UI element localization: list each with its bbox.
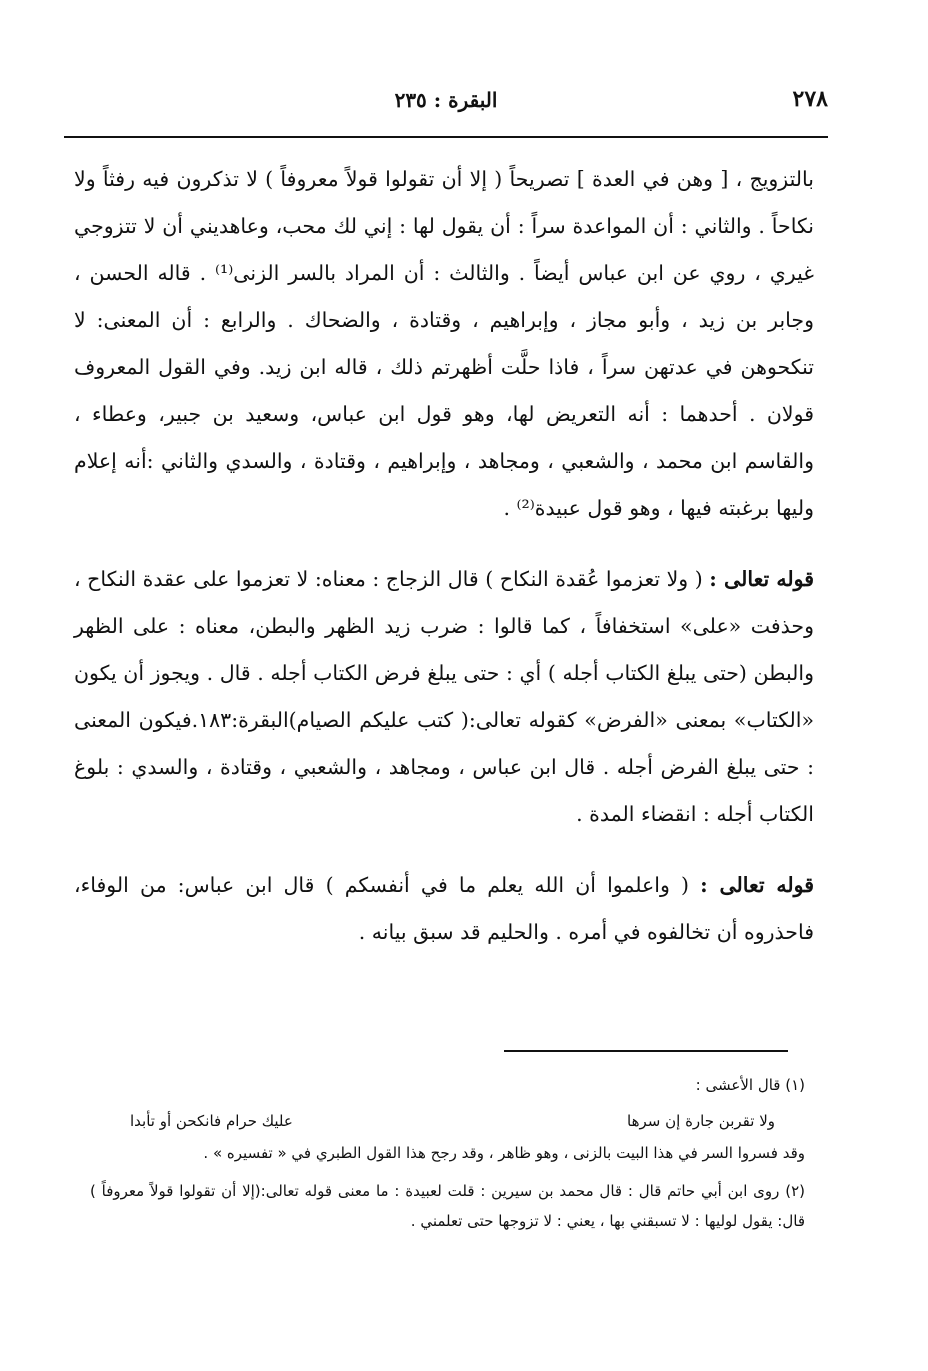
paragraph-1 [74, 156, 814, 532]
paragraph-3-text: ( واعلموا أن الله يعلم ما في أنفسكم ) قال ابن عباس: من الوفاء، فاحذروه أن تخالفوه في أمره . والحليم قد سبق بيانه . [74, 873, 814, 944]
paragraph-2-text: ( ولا تعزموا عُقدة النكاح ) قال الزجاج : معناه: لا تعزموا على عقدة النكاح ، وحذفت «على» استخفافاً ، كما قالوا : ضرب زيد الظهر والبطن، معناه : على الظهر والبطن (حتى يبلغ الكتاب أجله ) أي : حتى يبلغ فرض الكتاب أجله . قال . ويجوز أن يكون «الكتاب» بمعنى «الفرض» كقوله تعالى:( كتب عليكم الصيام)البقرة:١٨٣.فيكون المعنى : حتى يبلغ الفرض أجله . قال ابن عباس ، ومجاهد ، والشعبي ، وقتادة ، والسدي : بلوغ الكتاب أجله : انقضاء المدة . [74, 567, 814, 826]
footnote-2: (٢) روى ابن أبي حاتم قال : قال محمد بن سيرين : قلت لعبيدة : ما معنى قوله تعالى:(إلا أن تقولوا قولاً معروفاً ) قال: يقول لوليها : لا تسبقني بها ، يعني : لا تزوجها حتى تعلمني . [90, 1182, 805, 1230]
paragraph-3-lead: قوله تعالى : [700, 873, 814, 897]
footnote-1-verse [90, 1106, 805, 1136]
paragraph-1-text: بالتزويج ، [ وهن في العدة ] تصريحاً ( إلا أن تقولوا قولاً معروفاً ) لا تذكرون فيه رفثاً ولا نكاحاً . والثاني : أن المواعدة سراً : أن يقول لها : إني لك محب، وعاهديني أن لا تتزوجي غيري ، روي عن ابن عباس أيضاً . والثالث : أن المراد بالسر الزنى⁽¹⁾ . قاله الحسن ، وجابر بن زيد ، وأبو مجاز ، وإبراهيم ، وقتادة ، والضحاك . والرابع : أن المعنى: لا تنكحوهن في عدتهن سراً ، فاذا حلَّت أظهرتم ذلك ، قاله ابن زيد. وفي القول المعروف قولان . أحدهما : أنه التعريض لها، وهو قول ابن عباس، وسعيد بن جبير، وعطاء ، والقاسم ابن محمد ، والشعبي ، ومجاهد ، وإبراهيم ، وقتادة ، والسدي والثاني :أنه إعلام وليها برغبته فيها ، وهو قول عبيدة⁽²⁾ . [74, 167, 814, 520]
footnote-rule [504, 1050, 788, 1052]
paragraph-3 [74, 862, 814, 956]
running-title: البقرة : ٢٣٥ [394, 88, 498, 112]
footnote-1-note: وقد فسروا السر في هذا البيت بالزنى ، وهو ظاهر ، وقد رجح هذا القول الطبري في « تفسيره » . [203, 1144, 805, 1162]
page-number: ٢٧٨ [792, 86, 828, 112]
verse-first-hemistich: ولا تقربن جارة إن سرها [627, 1112, 775, 1130]
main-text [74, 156, 814, 980]
verse-second-hemistich: عليك حرام فانكحن أو تأبدا [130, 1112, 293, 1130]
page-header [64, 82, 828, 122]
footnote-gap [90, 1168, 805, 1176]
footnote-1-intro: (١) قال الأعشى : [695, 1076, 805, 1094]
header-rule [64, 136, 828, 138]
paragraph-2-lead: قوله تعالى : [709, 567, 814, 591]
footnotes [90, 1070, 805, 1236]
paragraph-2 [74, 556, 814, 838]
